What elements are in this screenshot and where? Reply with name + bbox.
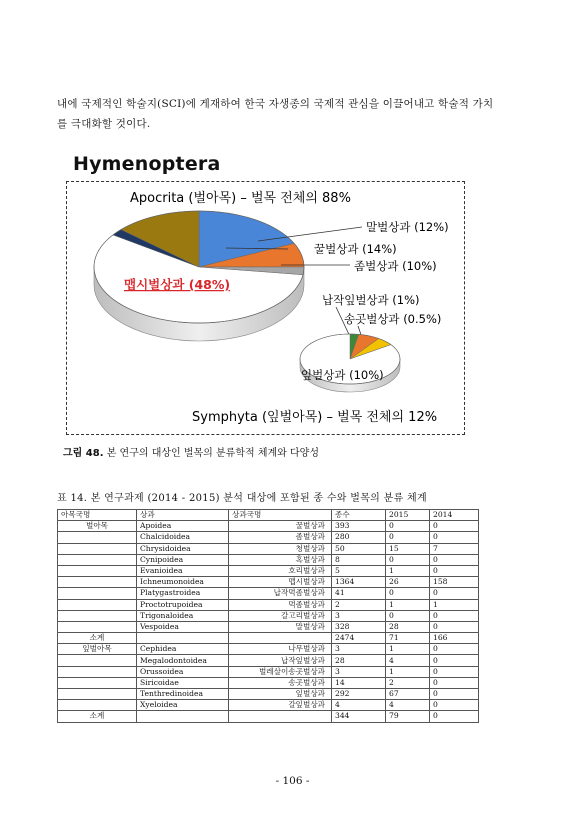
table-cell: 28 [332,655,386,666]
table-cell: 1 [386,565,430,576]
table-cell: 납작잎벌상과 [229,655,332,666]
table-row [58,633,479,644]
table-cell: Proctotrupoidea [137,599,229,610]
table-row [58,700,479,711]
figure-title: Hymenoptera [73,153,221,175]
table-cell: 4 [332,700,386,711]
table-cell: Tenthredinoidea [137,689,229,700]
table-cell: 잎벌아목 [58,644,137,655]
table-cell: 1 [386,644,430,655]
table-cell: Siricoidae [137,677,229,688]
apocrita-label: Apocrita (벌아목) – 벌목 전체의 88% [130,191,351,206]
table-cell: 2474 [332,633,386,644]
table-cell: 잎벌상과 [229,689,332,700]
label-kkulbeol: 꿀벌상과 (14%) [314,242,397,256]
table-cell: Megalodontoidea [137,655,229,666]
table-cell: Trigonaloidea [137,610,229,621]
table-row [58,532,479,543]
table-cell [58,577,137,588]
label-napjag: 납작잎벌상과 (1%) [322,293,420,307]
table-cell: 79 [386,711,430,722]
intro-paragraph [57,94,535,134]
table-cell: Apoidea [137,521,229,532]
table-cell: 0 [430,666,479,677]
apocrita-pie-top [94,211,304,323]
table-cell: 2 [386,677,430,688]
table-cell: 67 [386,689,430,700]
table-cell: 0 [430,588,479,599]
table-cell: 나무벌상과 [229,644,332,655]
table-cell: 0 [386,521,430,532]
table-row [58,689,479,700]
table-cell: 먹좀벌상과 [229,599,332,610]
table-cell: 3 [332,610,386,621]
table-cell: 0 [430,689,479,700]
caption-number: 그림 48. [63,448,104,459]
table-cell: 328 [332,621,386,632]
table-cell [229,711,332,722]
table-cell: 0 [430,621,479,632]
page-number: - 106 - [275,775,310,787]
table-cell: 갈고리벌상과 [229,610,332,621]
label-jombeol: 좀벌상과 (10%) [354,259,437,273]
table-cell [58,655,137,666]
table-cell: 0 [430,565,479,576]
table-cell: 0 [386,532,430,543]
label-ipbeol: 잎벌상과 (10%) [301,368,384,382]
table-cell [58,677,137,688]
table-cell: 0 [430,554,479,565]
table-cell: 1 [430,599,479,610]
table-header-row [58,510,479,521]
table-cell: 좀벌상과 [229,532,332,543]
table-cell [137,711,229,722]
table-cell: 소계 [58,633,137,644]
symphyta-label: Symphyta (잎벌아목) – 벌목 전체의 12% [192,410,438,425]
table-cell: 꿀벌상과 [229,521,332,532]
table-cell: 0 [386,610,430,621]
table-row [58,666,479,677]
header-2015: 2015 [386,510,430,521]
table-cell: 14 [332,677,386,688]
table-cell [229,633,332,644]
table-cell: 166 [430,633,479,644]
label-maeppsi: 맵시벌상과 (48%) [124,277,231,292]
table-cell: 0 [430,677,479,688]
table-cell: 41 [332,588,386,599]
table-cell: 4 [386,655,430,666]
table-cell: 0 [386,588,430,599]
table-cell: Cephidea [137,644,229,655]
intro-line-1: 내에 국제적인 학술지(SCI)에 게재하여 한국 자생종의 국제적 관심을 이끌어내고 학술적 가치 [57,98,494,110]
table-cell: 0 [430,655,479,666]
table-cell: Chalcidoidea [137,532,229,543]
table-cell: 280 [332,532,386,543]
figure-caption [63,444,319,459]
table-row [58,655,479,666]
table-cell: 소계 [58,711,137,722]
table-cell: 0 [430,521,479,532]
header-superfamily-korean: 상과국명 [229,510,332,521]
table-cell: 0 [430,700,479,711]
table-cell: 갈잎벌상과 [229,700,332,711]
table-cell [58,700,137,711]
table-cell: 0 [430,610,479,621]
table-cell: 71 [386,633,430,644]
table-cell: 청벌상과 [229,543,332,554]
table-cell: 1 [386,666,430,677]
table-cell: 혹벌상과 [229,554,332,565]
table-cell: 0 [386,554,430,565]
table-row [58,588,479,599]
table-cell: 50 [332,543,386,554]
table-title: 표 14. 본 연구과제 (2014 - 2015) 분석 대상에 포함된 종 수와 벌목의 분류 체계 [57,493,427,504]
table-cell: 15 [386,543,430,554]
label-songgot: 송곳벌상과 (0.5%) [344,312,442,326]
table-cell: 호리벌상과 [229,565,332,576]
table-cell: 0 [430,532,479,543]
caption-text: 본 연구의 대상인 벌목의 분류학적 체계와 다양성 [103,448,319,459]
table-cell: 벌레살이송곳벌상과 [229,666,332,677]
table-cell: 3 [332,644,386,655]
table-row [58,565,479,576]
table-cell: 26 [386,577,430,588]
label-malbeol: 말벌상과 (12%) [366,220,449,234]
table-cell: Xyeloidea [137,700,229,711]
table-row [58,644,479,655]
table-cell [58,666,137,677]
taxonomy-table [57,509,479,723]
table-row [58,521,479,532]
table-cell [58,543,137,554]
table-row [58,610,479,621]
header-2014: 2014 [430,510,479,521]
table-row [58,577,479,588]
table-cell: 맵시벌상과 [229,577,332,588]
table-row [58,599,479,610]
table-cell: 292 [332,689,386,700]
table-cell: 0 [430,711,479,722]
table-cell: Cynipoidea [137,554,229,565]
table-cell: 8 [332,554,386,565]
table-cell: 1 [386,599,430,610]
table-cell: Orussoidea [137,666,229,677]
table-cell: 4 [386,700,430,711]
table-row [58,621,479,632]
table-row [58,543,479,554]
header-superfamily: 상과 [137,510,229,521]
table-cell [58,588,137,599]
table-cell: 0 [430,644,479,655]
table-cell [58,565,137,576]
table-cell [58,621,137,632]
header-suborder: 아목국명 [58,510,137,521]
table-cell: Ichneumonoidea [137,577,229,588]
table-cell: 1364 [332,577,386,588]
intro-line-2: 를 극대화할 것이다. [57,118,151,130]
table-cell: 송곳벌상과 [229,677,332,688]
table-cell: 말벌상과 [229,621,332,632]
table-cell [58,532,137,543]
header-species-count: 종수 [332,510,386,521]
table-cell: Platygastroidea [137,588,229,599]
table-cell: 158 [430,577,479,588]
table-cell [58,554,137,565]
table-cell: 28 [386,621,430,632]
table-cell [137,633,229,644]
table-cell: 7 [430,543,479,554]
table-cell: Evanioidea [137,565,229,576]
hymenoptera-pie-figure [66,181,466,437]
table-cell: Vespoidea [137,621,229,632]
table-cell [58,599,137,610]
table-row [58,554,479,565]
table-cell: 3 [332,666,386,677]
table-row [58,711,479,722]
table-cell: 납작먹좀벌상과 [229,588,332,599]
table-cell: 벌아목 [58,521,137,532]
table-cell [58,689,137,700]
table-cell: 5 [332,565,386,576]
table-cell: Chrysidoidea [137,543,229,554]
table-cell: 393 [332,521,386,532]
table-row [58,677,479,688]
table-cell: 2 [332,599,386,610]
table-cell [58,610,137,621]
table-cell: 344 [332,711,386,722]
